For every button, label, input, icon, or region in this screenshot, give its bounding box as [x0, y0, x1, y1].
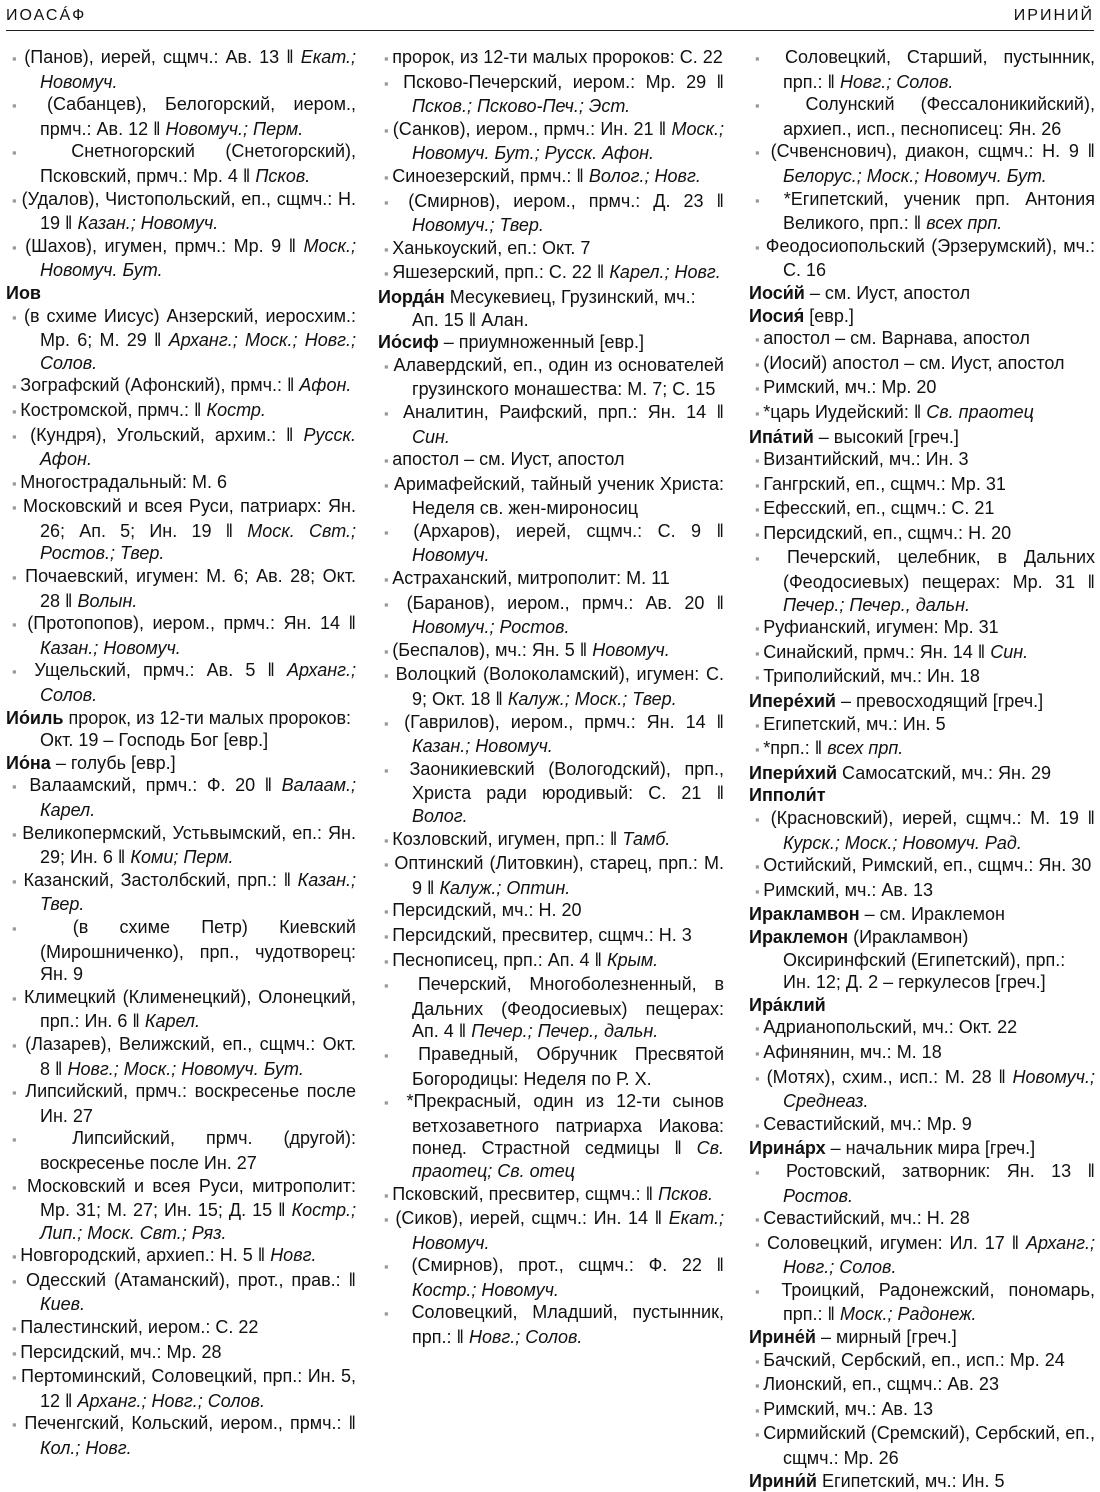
headword-gloss: – голубь [евр.]	[50, 752, 176, 773]
sub-entry	[6, 916, 356, 986]
running-header	[6, 4, 1094, 31]
entry-source: Калуж.; Моск.; Твер.	[507, 689, 677, 710]
sub-entry	[378, 1183, 724, 1208]
entry-source: Псков.	[658, 1183, 714, 1204]
sub-entry	[378, 448, 724, 473]
sub-entry	[749, 1349, 1095, 1374]
headword-entry	[378, 286, 724, 331]
entry-text: (Санков), иером., прмч.: Ин. 21 ‖	[392, 118, 672, 139]
entry-source: Волын.	[77, 590, 138, 611]
sub-entry	[378, 1043, 724, 1090]
entry-source: Курск.; Моск.; Новомуч. Рад.	[783, 832, 1022, 853]
sub-entry	[378, 592, 724, 639]
headword-gloss: – приумноженный [евр.]	[438, 332, 645, 353]
entry-text: (Смирнов), прот., сщмч.: Ф. 22 ‖	[411, 1255, 724, 1276]
sub-entry	[749, 188, 1095, 235]
entry-text: Песнописец, прп.: Ап. 4 ‖	[392, 949, 607, 970]
sub-entry	[378, 1207, 724, 1254]
entry-text: Палестинский, иером.: С. 22	[20, 1317, 259, 1338]
headword: Иосия́	[749, 305, 805, 326]
entry-source: Арханг.; Солов.	[40, 660, 356, 706]
entry-text: (Счвенснович), диакон, сщмч.: Н. 9 ‖	[770, 141, 1095, 162]
sub-entry	[749, 546, 1095, 616]
entry-text: Костромской, прмч.: ‖	[20, 399, 207, 420]
headword-entry	[749, 690, 1095, 713]
headword: Иоси́й	[749, 282, 805, 303]
sub-entry	[749, 737, 1095, 762]
entry-text: Волоцкий (Волоколамский), игумен: С. 9; Окт. 18 ‖	[395, 664, 724, 710]
entry-text: Новгородский, архиеп.: Н. 5 ‖	[20, 1245, 271, 1266]
entry-text: Остийский, Римский, еп., сщмч.: Ян. 30	[763, 855, 1092, 876]
sub-entry	[749, 352, 1095, 377]
headword-entry	[749, 426, 1095, 449]
sub-entry	[6, 1269, 356, 1316]
sub-entry	[6, 612, 356, 659]
entry-source: Новг.; Моск.; Новомуч. Бут.	[67, 1058, 304, 1079]
entry-source: Новг.; Солов.	[468, 1327, 583, 1348]
entry-source: всех прп.	[827, 738, 904, 759]
sub-entry	[6, 140, 356, 187]
entry-source: Екат.; Новомуч.	[412, 1208, 724, 1253]
sub-entry	[6, 986, 356, 1033]
sub-entry	[749, 1422, 1095, 1469]
entry-source: Печер.; Печер., дальн.	[471, 1021, 659, 1042]
headword-entry	[749, 994, 1095, 1017]
sub-entry	[749, 376, 1095, 401]
entry-text: Московский и всея Руси, патриарх: Ян. 26; Ап. 5; Ин. 19 ‖	[22, 496, 356, 541]
sub-entry	[378, 949, 724, 974]
sub-entry	[378, 567, 724, 592]
headword-entry	[749, 762, 1095, 785]
sub-entry	[378, 71, 724, 118]
headword-entry	[749, 305, 1095, 328]
entry-text: Севастийский, мч.: Мр. 9	[763, 1113, 972, 1134]
headword: Ираклемон	[749, 926, 849, 947]
entry-text: Почаевский, игумен: М. 6; Ав. 28; Окт. 28 ‖	[25, 566, 356, 611]
entry-text: Оптинский (Литовкин), старец, прп.: М. 9 ‖	[394, 853, 724, 898]
headword-entry	[749, 784, 1095, 807]
sub-entry	[6, 822, 356, 869]
sub-entry	[749, 1066, 1095, 1113]
sub-entry	[6, 869, 356, 916]
sub-entry	[6, 565, 356, 612]
sub-entry	[378, 1301, 724, 1348]
entry-text: Праведный, Обручник Пресвятой Богородицы: Неделя по Р. Х.	[412, 1043, 724, 1089]
headword-gloss: – превосходящий [греч.]	[835, 691, 1044, 712]
headword-gloss: (Иракламвон) Оксиринфский (Египетский), прп.: Ин. 12; Д. 2 – геркулесов [греч.]	[783, 926, 1066, 993]
headword: Ио́на	[6, 752, 51, 773]
entry-source: Киев.	[40, 1294, 86, 1315]
sub-entry	[6, 1175, 356, 1245]
headword-entry	[749, 1137, 1095, 1160]
entry-text: Липсийский, прмч.: воскресенье после Ин. 27	[25, 1081, 356, 1126]
entry-text: (Кундря), Угольский, архим.: ‖	[30, 424, 304, 445]
entry-text: Персидский, мч.: Н. 20	[392, 900, 582, 921]
entry-text: (в схиме Иисус) Анзерский, иеросхим.: Мр. 6; М. 29 ‖	[24, 305, 356, 351]
sub-entry	[749, 1016, 1095, 1041]
entry-text: Римский, мч.: Ав. 13	[763, 1398, 934, 1419]
sub-entry	[378, 473, 724, 520]
headword: Ипери́хий	[749, 762, 838, 783]
entry-source: Казан.; Новомуч.	[412, 736, 553, 757]
sub-entry	[378, 401, 724, 448]
headword-entry	[6, 707, 356, 752]
sub-entry	[749, 641, 1095, 666]
entry-source: Казан.; Новомуч.	[77, 213, 219, 234]
entry-text: Козловский, игумен, прп.: ‖	[392, 828, 623, 849]
sub-entry	[378, 1254, 724, 1301]
sub-entry	[6, 399, 356, 424]
entry-text: (Красновский), иерей, сщмч.: М. 19 ‖	[770, 808, 1095, 828]
headword: Иов	[6, 282, 41, 303]
sub-entry	[6, 471, 356, 496]
sub-entry	[749, 807, 1095, 854]
headword-entry	[749, 282, 1095, 305]
entry-text: Печенгский, Кольский, иером., прмч.: ‖	[24, 1413, 356, 1434]
sub-entry	[378, 261, 724, 286]
headword-entry	[6, 752, 356, 775]
entry-source: Казан.; Новомуч.	[40, 637, 181, 658]
sub-entry	[749, 879, 1095, 904]
entry-text: Яшезерский, прп.: С. 22 ‖	[392, 262, 610, 283]
entry-text: Триполийский, мч.: Ин. 18	[763, 666, 980, 687]
headword: Ипа́тий	[749, 426, 814, 447]
sub-entry	[378, 663, 724, 710]
entry-text: (Лазарев), Велижский, еп., сщмч.: Окт. 8 ‖	[25, 1033, 356, 1079]
entry-text: (в схиме Петр) Киевский (Мирошниченко), прп., чудотворец: Ян. 9	[40, 916, 356, 985]
headword-entry	[749, 926, 1095, 994]
headword-entry	[749, 1470, 1095, 1492]
entry-text: Печерский, Многоболезненный, в Дальних (Феодосиевых) пещерах: Ап. 4 ‖	[412, 974, 724, 1042]
entry-text: Синоезерский, прмч.: ‖	[392, 165, 589, 186]
entry-source: Тамб.	[622, 828, 671, 849]
sub-entry	[6, 188, 356, 235]
sub-entry	[378, 899, 724, 924]
entry-text: Египетский, мч.: Ин. 5	[763, 713, 946, 734]
sub-entry	[749, 1041, 1095, 1066]
entry-source: Валаам.; Карел.	[40, 775, 356, 820]
sub-entry	[378, 237, 724, 262]
entry-text: Троицкий, Радонежский, пономарь, прп.: ‖	[781, 1279, 1095, 1325]
headword: Ира́клий	[749, 994, 826, 1015]
sub-entry	[749, 713, 1095, 738]
column-2	[378, 46, 724, 1349]
entry-source: Псков.; Псково-Печ.; Эст.	[412, 96, 631, 117]
entry-source: Новг.	[270, 1245, 317, 1266]
entry-source: Афон.	[299, 375, 352, 396]
sub-entry	[6, 659, 356, 706]
entry-source: Волог.; Новг.	[588, 165, 701, 186]
headword: Ирини́й	[749, 1470, 818, 1491]
headword: Ио́иль	[6, 707, 64, 728]
sub-entry	[378, 46, 724, 71]
entry-text: Многострадальный: М. 6	[20, 471, 227, 492]
sub-entry	[6, 1316, 356, 1341]
sub-entry	[378, 639, 724, 664]
sub-entry	[6, 93, 356, 140]
entry-source: Кол.; Новг.	[40, 1438, 132, 1459]
headword-gloss: Египетский, мч.: Ин. 5	[817, 1470, 1005, 1491]
entry-text: (Беспалов), мч.: Ян. 5 ‖	[392, 639, 593, 660]
entry-source: Моск. Свт.; Ростов.; Твер.	[40, 520, 356, 564]
entry-text: Липсийский, прмч. (другой): воскресенье после Ин. 27	[40, 1128, 356, 1173]
headword-gloss: – см. Иуст, апостол	[804, 282, 971, 303]
sub-entry	[749, 140, 1095, 187]
sub-entry	[6, 305, 356, 375]
headword: Ио́сиф	[378, 332, 439, 353]
sub-entry	[6, 774, 356, 821]
entry-source: всех прп.	[926, 213, 1003, 234]
entry-text: Соловецкий, игумен: Ил. 17 ‖	[766, 1232, 1026, 1253]
sub-entry	[749, 327, 1095, 352]
sub-entry	[6, 374, 356, 399]
sub-entry	[749, 1398, 1095, 1423]
sub-entry	[749, 1232, 1095, 1279]
entry-text: Снетногорский (Снетогорский), Псковский, прмч.: Мр. 4 ‖	[40, 141, 356, 186]
entry-text: Ханькоуский, еп.: Окт. 7	[392, 237, 591, 258]
entry-source: Новомуч.; Ростов.	[412, 617, 570, 638]
sub-entry	[749, 1160, 1095, 1207]
entry-text: Соловецкий, Младший, пустынник, прп.: ‖	[411, 1302, 724, 1348]
entry-text: Солунский (Фессалоникийский), архиеп., исп., песнописец: Ян. 26	[783, 94, 1095, 139]
entry-text: Афинянин, мч.: М. 18	[763, 1041, 942, 1062]
entry-text: Персидский, мч.: Мр. 28	[20, 1341, 222, 1362]
entry-text: (Баранов), иером., прмч.: Ав. 20 ‖	[406, 592, 724, 613]
entry-source: Ростов.	[783, 1185, 854, 1206]
entry-text: Севастийский, мч.: Н. 28	[763, 1208, 970, 1229]
sub-entry	[378, 711, 724, 758]
entry-text: Псковский, пресвитер, сщмч.: ‖	[392, 1183, 659, 1204]
headword-entry	[378, 331, 724, 354]
entry-source: Син.	[412, 426, 450, 447]
entry-text: Великопермский, Устьвымский, еп.: Ян. 29; Ин. 6 ‖	[22, 822, 356, 868]
entry-text: *прп.: ‖	[763, 738, 828, 759]
sub-entry	[378, 190, 724, 237]
entry-source: Русск. Афон.	[40, 424, 356, 470]
entry-text: (Сабанцев), Белогорский, иером., прмч.: Ав. 12 ‖	[40, 94, 356, 139]
entry-source: Псков.	[255, 165, 311, 186]
entry-source: Новг.; Солов.	[839, 71, 954, 92]
entry-source: Син.	[990, 641, 1029, 662]
entry-source: Новомуч.	[592, 639, 670, 660]
entry-source: Арханг.; Моск.; Новг.; Солов.	[40, 330, 356, 373]
entry-source: Костр.	[206, 399, 266, 420]
sub-entry	[749, 1373, 1095, 1398]
sub-entry	[749, 1113, 1095, 1138]
sub-entry	[378, 852, 724, 899]
entry-source: Св. праотец; Св. отец	[412, 1138, 724, 1181]
entry-text: Валаамский, прмч.: Ф. 20 ‖	[29, 775, 282, 796]
entry-source: Карел.; Новг.	[609, 262, 721, 283]
entry-text: (Иосий) апостол – см. Иуст, апостол	[763, 352, 1065, 373]
headword: Иорда́н	[378, 286, 445, 307]
sub-entry	[6, 1033, 356, 1080]
entry-text: (Панов), иерей, сщмч.: Ав. 13 ‖	[24, 47, 301, 67]
entry-source: Калуж.; Оптин.	[439, 877, 571, 898]
entry-text: Персидский, еп., сщмч.: Н. 20	[763, 522, 1012, 543]
entry-text: *Прекрасный, один из 12-ти сынов ветхозаветного патриарха Иакова: понед. Страстной седмицы ‖	[406, 1091, 724, 1159]
entry-text: Астраханский, митрополит: М. 11	[392, 568, 670, 589]
entry-text: Печерский, целебник, в Дальних (Феодосиевых) пещерах: Мр. 31 ‖	[783, 547, 1095, 593]
sub-entry	[6, 1080, 356, 1127]
entry-source: Новомуч.	[412, 545, 490, 566]
headword-gloss: Самосатский, мч.: Ян. 29	[837, 762, 1051, 783]
entry-text: (Смирнов), иером., прмч.: Д. 23 ‖	[408, 190, 724, 211]
sub-entry	[378, 828, 724, 853]
entry-text: Заоникиевский (Вологодский), прп., Христа ради юродивый: С. 21 ‖	[409, 758, 724, 804]
sub-entry	[378, 758, 724, 828]
entry-text: Аримафейский, тайный ученик Христа: Неделя св. жен-мироносиц	[393, 473, 724, 519]
sub-entry	[378, 924, 724, 949]
entry-source: Моск.; Новомуч. Бут.	[40, 235, 356, 281]
sub-entry	[378, 520, 724, 567]
entry-text: Ефесский, еп., сщмч.: С. 21	[763, 498, 995, 519]
entry-text: Римский, мч.: Мр. 20	[763, 377, 937, 398]
entry-text: Ростовский, затворник: Ян. 13 ‖	[786, 1160, 1095, 1181]
entry-text: *царь Иудейский: ‖	[763, 401, 927, 422]
sub-entry	[749, 616, 1095, 641]
entry-source: Костр.; Новомуч.	[412, 1279, 559, 1300]
entry-text: (Протопопов), иером., прмч.: Ян. 14 ‖	[27, 613, 356, 634]
headword-gloss: – см. Ираклемон	[859, 904, 1005, 925]
entry-source: Новомуч.; Перм.	[165, 118, 304, 139]
entry-text: Климецкий (Клименецкий), Олонецкий, прп.: Ин. 6 ‖	[24, 986, 356, 1032]
sub-entry	[6, 1244, 356, 1269]
headword-gloss: – высокий [греч.]	[813, 426, 959, 447]
entry-source: Карел.	[144, 1011, 201, 1032]
sub-entry	[749, 854, 1095, 879]
entry-text: (Сиков), иерей, сщмч.: Ин. 14 ‖	[395, 1208, 669, 1229]
sub-entry	[749, 448, 1095, 473]
sub-entry	[749, 1207, 1095, 1232]
entry-text: Гангрский, еп., сщмч.: Мр. 31	[763, 473, 1006, 494]
entry-text: Руфианский, игумен: Мр. 31	[763, 617, 999, 638]
entry-text: (Архаров), иерей, сщмч.: С. 9 ‖	[413, 520, 724, 541]
entry-text: Аналитин, Раифский, прп.: Ян. 14 ‖	[403, 401, 724, 422]
entry-text: Персидский, пресвитер, сщмч.: Н. 3	[392, 924, 692, 945]
entry-text: апостол – см. Варнава, апостол	[763, 328, 1030, 349]
sub-entry	[378, 354, 724, 401]
entry-source: Волог.	[412, 806, 468, 826]
sub-entry	[749, 235, 1095, 282]
entry-text: *Египетский, ученик прп. Антония Великого, прп.: ‖	[783, 188, 1095, 234]
column-3	[749, 46, 1095, 1492]
headword: Ипполи́т	[749, 785, 826, 806]
entry-source: Арханг.; Новг.; Солов.	[783, 1232, 1095, 1278]
headword-gloss: – мирный [греч.]	[815, 1327, 957, 1348]
entry-source: Арханг.; Новг.; Солов.	[77, 1390, 265, 1411]
sub-entry	[749, 665, 1095, 690]
headword-gloss: – начальник мира [греч.]	[825, 1138, 1036, 1159]
sub-entry	[378, 973, 724, 1043]
entry-source: Белорус.; Моск.; Новомуч. Бут.	[783, 165, 1047, 186]
sub-entry	[6, 235, 356, 282]
entry-text: Псково-Печерский, иером.: Мр. 29 ‖	[403, 71, 724, 92]
sub-entry	[6, 495, 356, 565]
sub-entry	[378, 1090, 724, 1182]
headword-entry	[749, 903, 1095, 926]
entry-text: Ущельский, прмч.: Ав. 5 ‖	[34, 660, 287, 681]
entry-text: Алавердский, еп., один из основателей грузинского монашества: М. 7; С. 15	[393, 354, 724, 400]
entry-text: Одесский (Атаманский), прот., прав.: ‖	[26, 1269, 356, 1290]
entry-text: (Шахов), игумен, прмч.: Мр. 9 ‖	[25, 235, 304, 256]
entry-text: Феодосиопольский (Эрзерумский), мч.: С. 16	[765, 235, 1095, 281]
entry-text: Соловецкий, Старший, пустынник, прп.: ‖	[783, 47, 1095, 92]
sub-entry	[749, 497, 1095, 522]
headword: Ирине́й	[749, 1327, 816, 1348]
entry-source: Моск.; Новомуч. Бут.; Русск. Афон.	[412, 118, 724, 164]
sub-entry	[6, 1127, 356, 1174]
entry-source: Св. праотец	[926, 401, 1034, 422]
sub-entry	[378, 165, 724, 190]
entry-text: пророк, из 12-ти малых пророков: С. 22	[392, 47, 723, 67]
header-left-word: ИОАСÁФ	[6, 7, 87, 24]
column-1	[6, 46, 356, 1460]
sub-entry	[749, 401, 1095, 426]
headword: Иракламвон	[749, 904, 860, 925]
sub-entry	[749, 1279, 1095, 1326]
headword-entry	[6, 282, 356, 305]
headword-gloss: пророк, из 12-ти малых пророков: Окт. 19 – Господь Бог [евр.]	[40, 707, 352, 751]
header-right-word: ИРИНИЙ	[1013, 7, 1094, 24]
entry-text: (Удалов), Чистопольский, еп., сщмч.: Н. 19 ‖	[21, 188, 356, 234]
entry-source: Коми; Перм.	[130, 847, 234, 868]
entry-text: Лионский, еп., сщмч.: Ав. 23	[763, 1374, 999, 1395]
entry-text: Римский, мч.: Ав. 13	[763, 879, 934, 900]
sub-entry	[378, 118, 724, 165]
sub-entry	[6, 1365, 356, 1412]
entry-source: Новомуч.; Среднеаз.	[783, 1066, 1095, 1112]
entry-text: Пертоминский, Соловецкий, прп.: Ин. 5, 12 ‖	[21, 1366, 356, 1411]
entry-text: Сирмийский (Сремский), Сербский, еп., сщмч.: Мр. 26	[763, 1423, 1096, 1469]
entry-source: Моск.; Радонеж.	[839, 1304, 977, 1325]
entry-text: Синайский, прмч.: Ян. 14 ‖	[763, 641, 991, 662]
entry-text: Зографский (Афонский), прмч.: ‖	[20, 375, 300, 396]
sub-entry	[749, 522, 1095, 547]
entry-source: Казан.; Твер.	[40, 869, 356, 915]
entry-text: Казанский, Застолбский, прп.: ‖	[23, 869, 298, 890]
sub-entry	[749, 93, 1095, 140]
sub-entry	[749, 473, 1095, 498]
entry-source: Новомуч.; Твер.	[412, 215, 544, 236]
headword: Ипере́хий	[749, 691, 836, 712]
headword-gloss: Месукевиец, Грузинский, мч.: Ап. 15 ‖ Алан.	[412, 286, 696, 330]
entry-text: (Гаврилов), иером., прмч.: Ян. 14 ‖	[404, 711, 724, 732]
entry-source: Костр.; Лип.; Моск. Свт.; Ряз.	[40, 1200, 356, 1243]
entry-text: (Мотях), схим., исп.: М. 28 ‖	[766, 1066, 1013, 1087]
sub-entry	[6, 1412, 356, 1459]
headword-entry	[749, 1326, 1095, 1349]
headword: Ирина́рх	[749, 1138, 826, 1159]
entry-source: Екат.; Новомуч.	[40, 47, 356, 92]
entry-text: Бачский, Сербский, еп., исп.: Мр. 24	[763, 1349, 1065, 1370]
entry-text: апостол – см. Иуст, апостол	[392, 449, 625, 470]
entry-source: Печер.; Печер., дальн.	[783, 594, 971, 615]
entry-text: Адрианопольский, мч.: Окт. 22	[763, 1017, 1018, 1038]
sub-entry	[6, 1341, 356, 1366]
sub-entry	[6, 46, 356, 93]
sub-entry	[6, 424, 356, 471]
sub-entry	[749, 46, 1095, 93]
entry-source: Крым.	[606, 949, 659, 970]
headword-gloss: [евр.]	[804, 305, 854, 326]
entry-text: Византийский, мч.: Ин. 3	[763, 449, 969, 470]
entry-text: Московский и всея Руси, митрополит: Мр. 31; М. 27; Ин. 15; Д. 15 ‖	[26, 1175, 356, 1221]
